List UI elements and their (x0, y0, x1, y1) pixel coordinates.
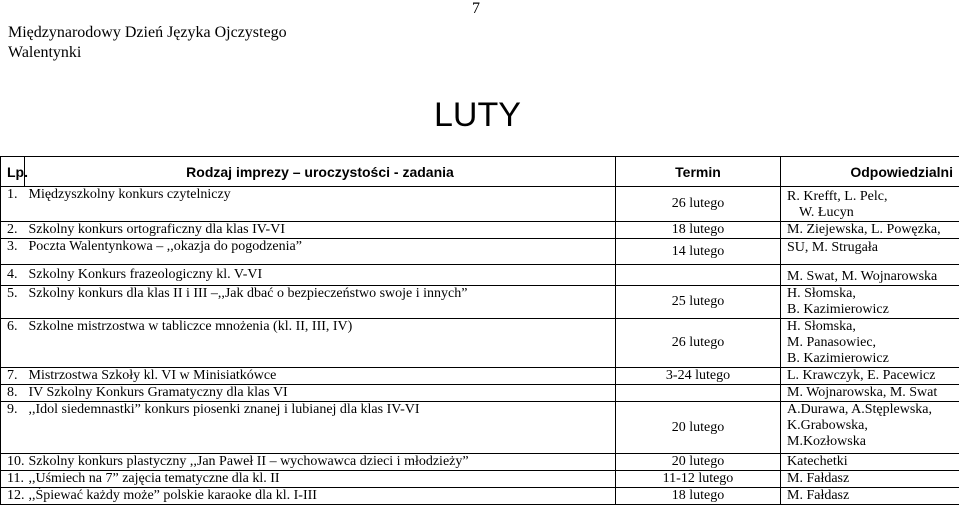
events-table (0, 156, 959, 505)
row-number: 5. (1, 286, 25, 319)
running-header (8, 23, 287, 63)
event-name: Poczta Walentynkowa – ,,okazja do pogodzenia” (25, 239, 616, 265)
responsible-cell (781, 239, 959, 265)
row-number: 12. (1, 488, 25, 505)
responsible-person: M. Fałdasz (787, 471, 850, 486)
responsible-cell (781, 286, 959, 319)
responsible-cell (781, 385, 959, 402)
event-name: ,,Idol siedemnastki” konkurs piosenki znanej i lubianej dla klas IV-VI (25, 402, 616, 454)
table-row (1, 385, 959, 402)
responsible-person: K.Grabowska, (787, 418, 868, 433)
column-header-lp: Lp. (1, 157, 25, 187)
event-date: 25 lutego (616, 286, 781, 319)
table-row (1, 488, 959, 505)
event-date (616, 265, 781, 286)
event-name: Międzyszkolny konkurs czytelniczy (25, 187, 616, 222)
event-name: Szkolny konkurs plastyczny ,,Jan Paweł II – wychowawca dzieci i młodzieży” (25, 454, 616, 471)
event-name: Szkolne mistrzostwa w tabliczce mnożenia (kl. II, III, IV) (25, 319, 616, 368)
event-date: 26 lutego (616, 187, 781, 222)
event-date: 26 lutego (616, 319, 781, 368)
event-name: Szkolny Konkurs frazeologiczny kl. V-VI (25, 265, 616, 286)
responsible-person: W. Łucyn (799, 205, 854, 220)
responsible-person: M. Wojnarowska, M. Swat (787, 385, 938, 400)
responsible-person: R. Krefft, L. Pelc, (787, 189, 888, 204)
event-date: 18 lutego (616, 222, 781, 239)
row-number: 1. (1, 187, 25, 222)
responsible-cell (781, 187, 959, 222)
table-row (1, 187, 959, 222)
event-date: 20 lutego (616, 454, 781, 471)
event-date: 18 lutego (616, 488, 781, 505)
responsible-person: SU, M. Strugała (787, 240, 878, 255)
responsible-person: M. Panasowiec, (787, 335, 877, 350)
event-name: Mistrzostwa Szkoły kl. VI w Minisiatkówce (25, 368, 616, 385)
responsible-person: M. Fałdasz (787, 488, 850, 503)
responsible-cell (781, 454, 959, 471)
responsible-person: H. Słomska, (787, 286, 856, 301)
row-number: 6. (1, 319, 25, 368)
row-number: 4. (1, 265, 25, 286)
responsible-cell (781, 265, 959, 286)
table-row (1, 368, 959, 385)
row-number: 10. (1, 454, 25, 471)
header-line-1: Międzynarodowy Dzień Języka Ojczystego (8, 24, 287, 41)
event-name: Szkolny konkurs ortograficzny dla klas IV-VI (25, 222, 616, 239)
table-row (1, 222, 959, 239)
header-line-2: Walentynki (8, 44, 82, 61)
responsible-person: M. Swat, M. Wojnarowska (787, 269, 938, 284)
event-date: 11-12 lutego (616, 471, 781, 488)
event-date: 20 lutego (616, 402, 781, 454)
event-name: ,,Uśmiech na 7” zajęcia tematyczne dla kl. II (25, 471, 616, 488)
responsible-person: M.Kozłowska (787, 434, 866, 449)
event-name: Szkolny konkurs dla klas II i III –,,Jak dbać o bezpieczeństwo swoje i innych” (25, 286, 616, 319)
event-date (616, 385, 781, 402)
column-header-date: Termin (616, 157, 781, 187)
responsible-cell (781, 319, 959, 368)
responsible-person: M. Ziejewska, L. Powęzka, (787, 222, 941, 237)
responsible-cell (781, 402, 959, 454)
page-number: 7 (472, 0, 480, 17)
table-row (1, 471, 959, 488)
table-row (1, 454, 959, 471)
table-row (1, 265, 959, 286)
responsible-person: L. Krawczyk, E. Pacewicz (787, 368, 936, 383)
column-header-responsible: Odpowiedzialni (781, 157, 959, 187)
table-row (1, 286, 959, 319)
responsible-person: Katechetki (787, 454, 848, 469)
responsible-cell (781, 471, 959, 488)
row-number: 3. (1, 239, 25, 265)
row-number: 8. (1, 385, 25, 402)
row-number: 9. (1, 402, 25, 454)
column-header-event: Rodzaj imprezy – uroczystości - zadania (25, 157, 616, 187)
responsible-cell (781, 222, 959, 239)
event-date: 3-24 lutego (616, 368, 781, 385)
responsible-person: A.Durawa, A.Stęplewska, (787, 402, 933, 417)
responsible-person: B. Kazimierowicz (787, 302, 889, 317)
page-title: LUTY (434, 96, 521, 134)
table-row (1, 402, 959, 454)
event-name: IV Szkolny Konkurs Gramatyczny dla klas VI (25, 385, 616, 402)
table-header-row (1, 157, 959, 187)
row-number: 11. (1, 471, 25, 488)
responsible-person: H. Słomska, (787, 319, 856, 334)
table-row (1, 319, 959, 368)
responsible-person: B. Kazimierowicz (787, 351, 889, 366)
responsible-cell (781, 488, 959, 505)
row-number: 2. (1, 222, 25, 239)
responsible-cell (781, 368, 959, 385)
row-number: 7. (1, 368, 25, 385)
event-name: ,,Śpiewać każdy może” polskie karaoke dla kl. I-III (25, 488, 616, 505)
table-row (1, 239, 959, 265)
event-date: 14 lutego (616, 239, 781, 265)
